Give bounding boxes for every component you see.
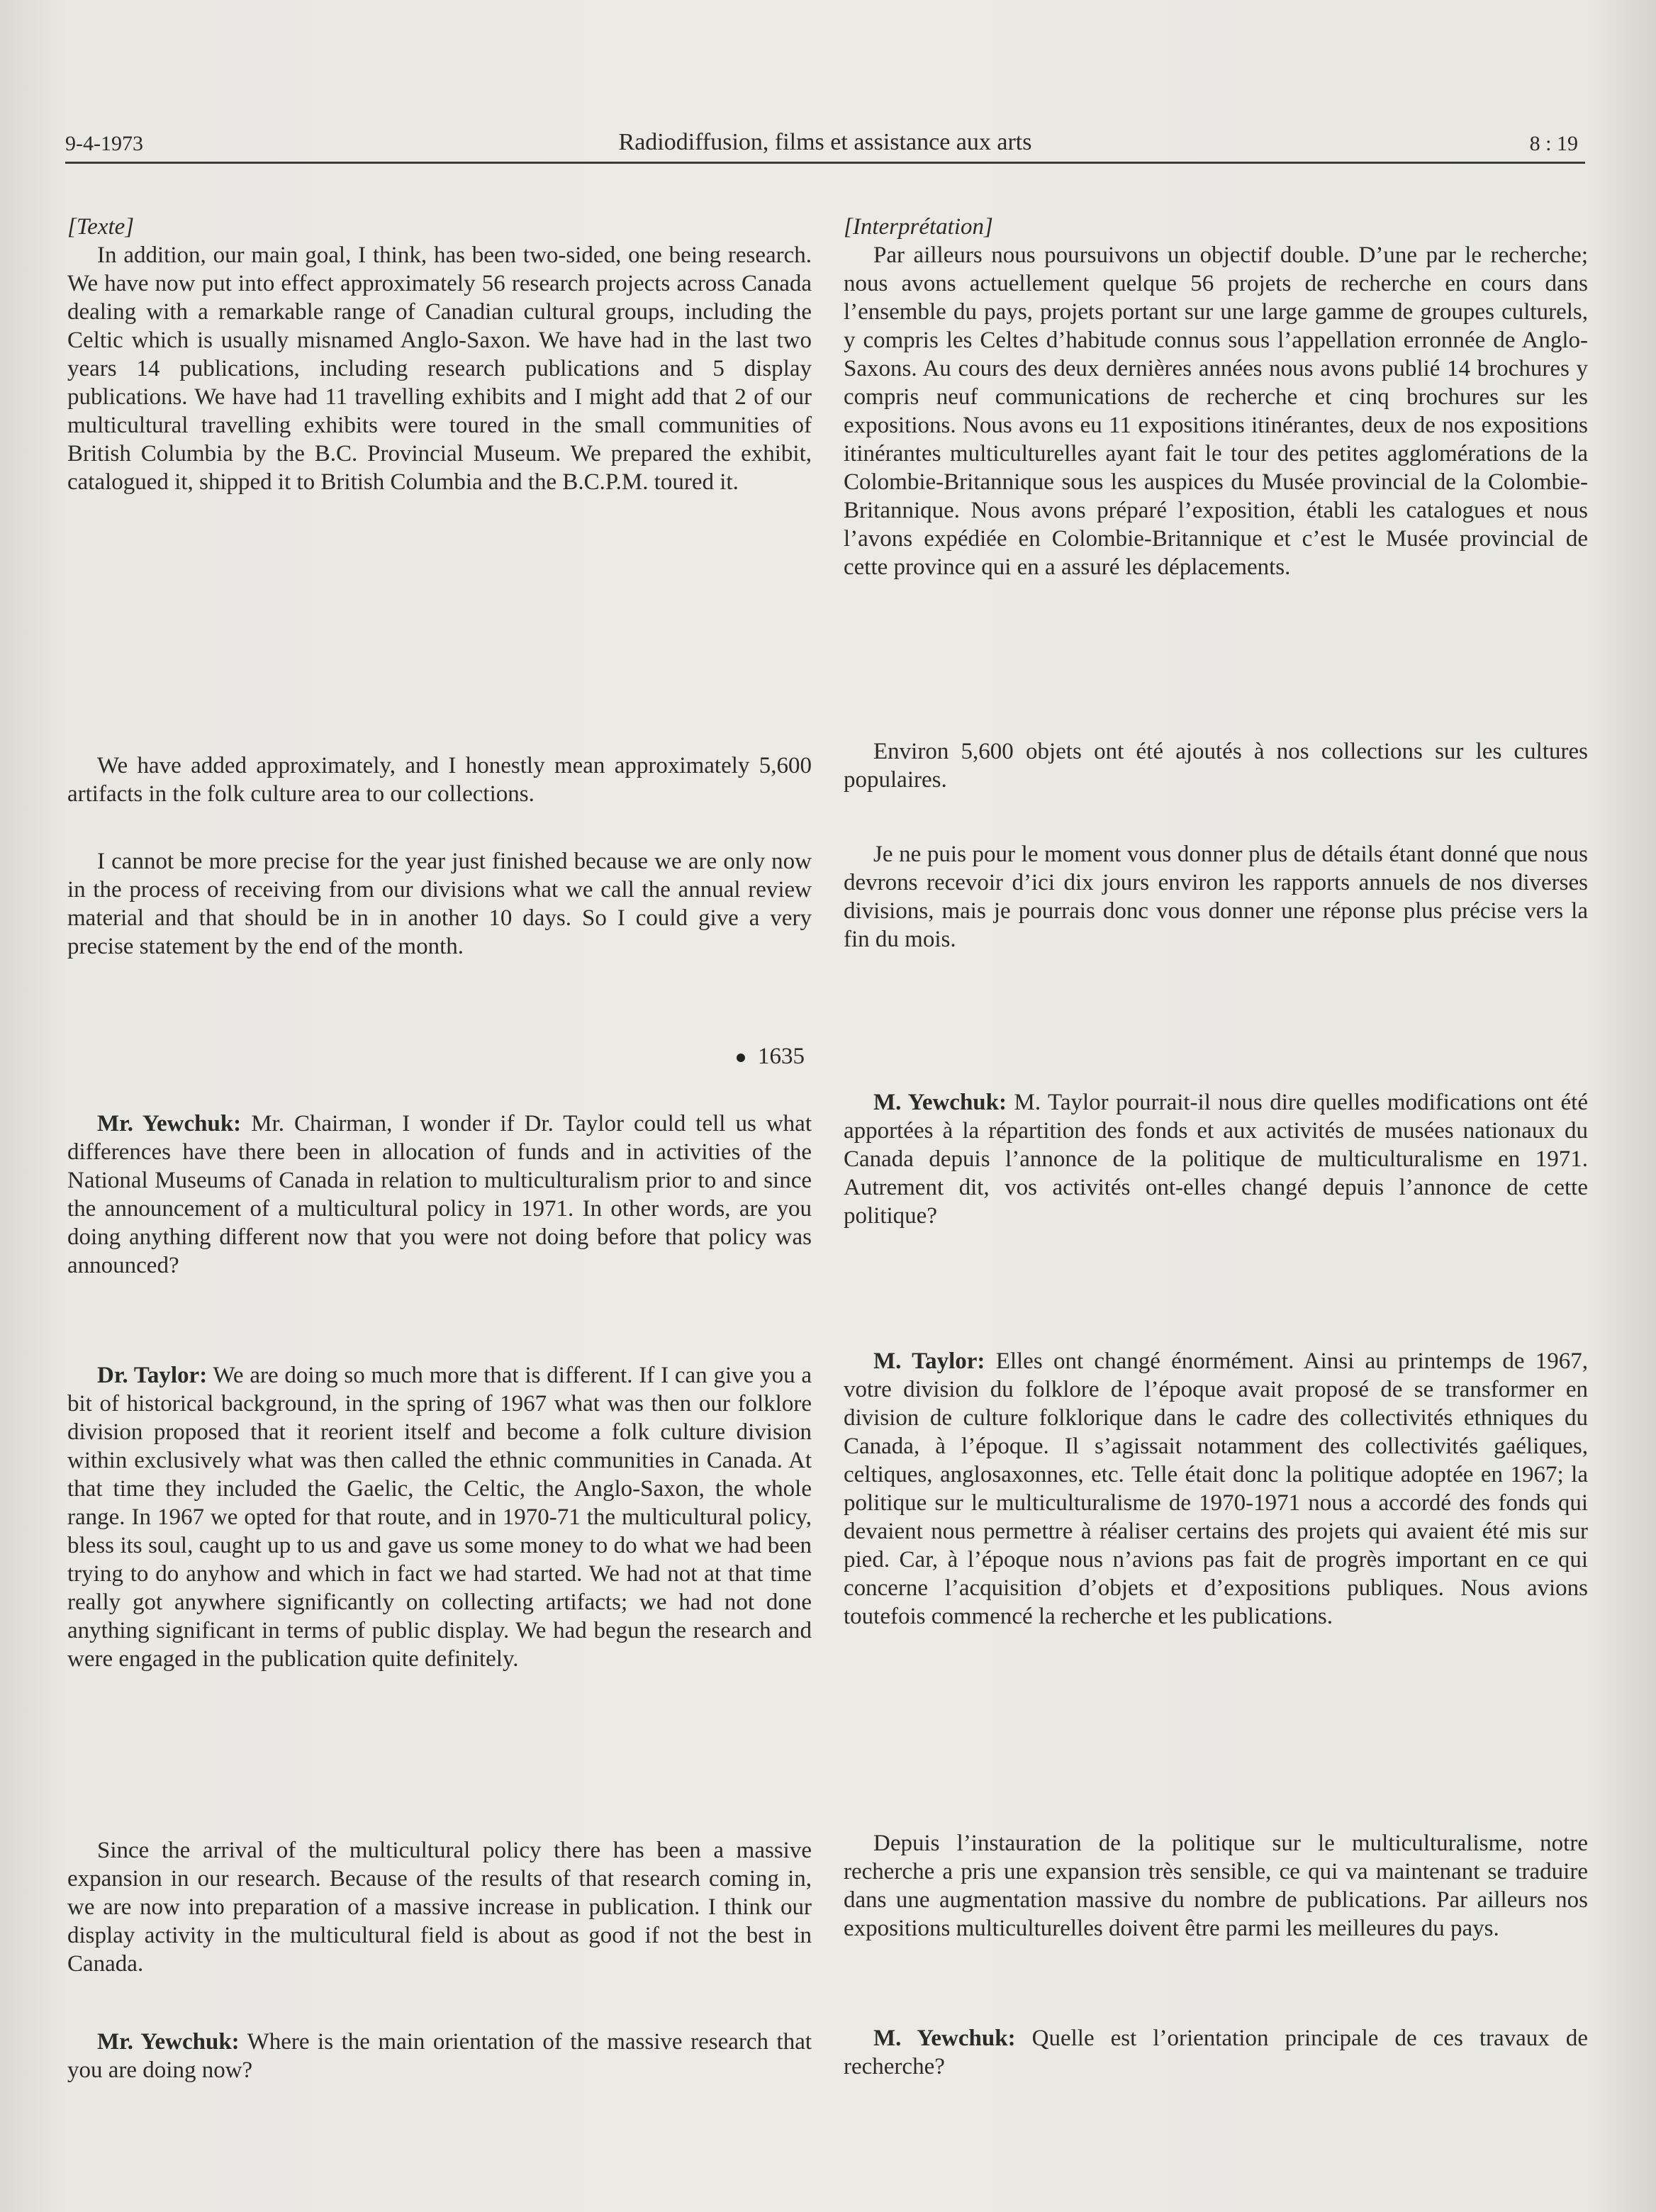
- header-page-number: 8 : 19: [1529, 132, 1578, 155]
- time-value: 1635: [758, 1044, 805, 1069]
- paragraph-objectif-double: Par ailleurs nous poursuivons un objectif double. D’une par le recherche; nous avons actuellement quelque 56 projets de recherche en cours dans l’ensemble du pays, projets portant sur une large gamme de groupes culturels, y compris les Celtes d’habitude connus sous l’appellation erronnée de Anglo-Saxons. Au cours des deux dernières années nous avons publié 14 brochures y compris neuf communications de recherche et cinq brochures sur les expositions. Nous avons eu 11 expositions itinérantes, deux de nos expositions itinérantes multiculturelles ayant fait le tour des petites agglomérations de la Colombie-Britannique sous les auspices du Musée provincial de la Colombie-Britannique. Nous avons préparé l’exposition, établi les catalogues et nous l’avons expédiée en Colombie-Britannique et c’est le Musée provincial de cette province qui en a assuré les déplacements.: [844, 242, 1588, 580]
- header-date: 9-4-1973: [65, 132, 143, 155]
- speaker-name: M. Yewchuk:: [873, 1090, 1007, 1115]
- speech-text: Where is the main orientation of the massive research that you are doing now?: [67, 2029, 812, 2083]
- answer-taylor-fr-1: [844, 1347, 1588, 1631]
- question-yewchuk-2: [67, 2028, 812, 2084]
- language-label-interpretation: [Interprétation]: [844, 214, 993, 240]
- question-yewchuk-1: [67, 1110, 812, 1280]
- header-title: Radiodiffusion, films et assistance aux arts: [618, 129, 1032, 155]
- question-yewchuk-fr-1: [844, 1088, 1588, 1230]
- answer-taylor-1: [67, 1361, 812, 1673]
- speaker-name: Mr. Yewchuk:: [97, 2029, 240, 2055]
- language-label-text: [Texte]: [67, 214, 135, 240]
- speech-text: Mr. Chairman, I wonder if Dr. Taylor could tell us what differences have there been in allocation of funds and in activities of the National Museums of Canada in relation to multiculturalism prior to and since the announcement of a multicultural policy in 1971. In other words, are you doing anything different now that you were not doing before that policy was announced?: [67, 1111, 812, 1278]
- paragraph-rapports-annuels: Je ne puis pour le moment vous donner plus de détails étant donné que nous devrons recevoir d’ici dix jours environ les rapports annuels de nos diverses divisions, mais je pourrais donc vous donner une réponse plus précise vers la fin du mois.: [844, 842, 1588, 952]
- speech-text: We are doing so much more that is different. If I can give you a bit of historical background, in the spring of 1967 what was then our folklore division proposed that it reorient itself and become a folk culture division within exclusively what was then called the ethnic communities in Canada. At that time they included the Gaelic, the Celtic, the Anglo-Saxon, the whole range. In 1967 we opted for that route, and in 1970-71 the multicultural policy, bless its soul, caught up to us and gave us some money to do what we had been trying to do anyhow and which in fact we had started. We had not at that time really got anywhere significantly on collecting artifacts; we had not done anything significant in terms of public display. We had begun the research and were engaged in the publication quite definitely.: [67, 1363, 812, 1672]
- bullet-dot-icon: [737, 1054, 745, 1062]
- speaker-name: Mr. Yewchuk:: [97, 1111, 242, 1136]
- speech-text: Quelle est l’orientation principale de ces travaux de recherche?: [844, 2026, 1588, 2079]
- time-marker: [67, 1042, 812, 1071]
- speech-text: M. Taylor pourrait-il nous dire quelles modifications ont été apportées à la répartition des fonds et aux activités de musées nationaux du Canada depuis l’annonce de la politique de multiculturalisme en 1971. Autrement dit, vos activités ont-elles changé depuis l’annonce de cette politique?: [844, 1090, 1588, 1229]
- paragraph-main-goal: In addition, our main goal, I think, has been two-sided, one being research. We have now put into effect approximately 56 research projects across Canada dealing with a remarkable range of Canadian cultural groups, including the Celtic which is usually misnamed Anglo-Saxon. We have had in the last two years 14 publications, including research publications and 5 display publications. We have had 11 travelling exhibits and I might add that 2 of our multicultural travelling exhibits were toured in the small communities of British Columbia by the B.C. Provincial Museum. We prepared the exhibit, catalogued it, shipped it to British Columbia and the B.C.P.M. toured it.: [67, 242, 812, 495]
- paragraph-artifacts: We have added approximately, and I honestly mean approximately 5,600 artifacts in the folk culture area to our collections.: [67, 753, 812, 807]
- page-header: [65, 119, 1585, 164]
- speaker-name: M. Taylor:: [873, 1348, 985, 1374]
- paragraph-multicultural-expansion: Since the arrival of the multicultural policy there has been a massive expansion in our research. Because of the results of that research coming in, we are now into preparation of a massive increase in publication. I think our display activity in the multicultural field is about as good if not the best in Canada.: [67, 1838, 812, 1977]
- speaker-name: Dr. Taylor:: [97, 1363, 208, 1388]
- speaker-name: M. Yewchuk:: [873, 2026, 1016, 2051]
- speech-text: Elles ont changé énormément. Ainsi au printemps de 1967, votre division du folklore de l’époque avait proposé de se transformer en division de culture folklorique dans le cadre des collectivités ethniques du Canada, à l’époque. Il s’agissait notamment des collectivités gaéliques, celtiques, anglosaxonnes, etc. Telle était donc la politique adoptée en 1967; la politique sur le multiculturalisme de 1970-1971 nous a accordé des fonds qui devaient nous permettre à réaliser certains des projets qui avaient été mis sur pied. Car, à l’époque nous n’avions pas fait de progrès important en ce qui concerne l’acquisition d’objets et d’expositions publiques. Nous avions toutefois commencé la recherche et les publications.: [844, 1348, 1589, 1629]
- paragraph-objets: Environ 5,600 objets ont été ajoutés à nos collections sur les cultures populaires.: [844, 739, 1588, 793]
- paragraph-annual-review: I cannot be more precise for the year just finished because we are only now in the process of receiving from our divisions what we call the annual review material and that should be in in another 10 days. So I could give a very precise statement by the end of the month.: [67, 849, 812, 959]
- question-yewchuk-fr-2: [844, 2024, 1588, 2081]
- paragraph-expansion-recherche: Depuis l’instauration de la politique sur le multiculturalisme, notre recherche a pris une expansion très sensible, ce qui va maintenant se traduire dans une augmentation massive du nombre de publications. Par ailleurs nos expositions multiculturelles doivent être parmi les meilleures du pays.: [844, 1831, 1588, 1941]
